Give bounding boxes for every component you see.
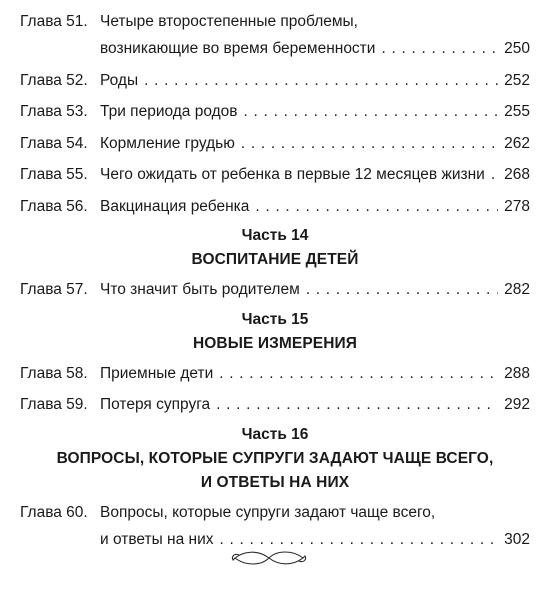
part-label: Часть 15: [241, 310, 309, 328]
chapter-title: Три периода родов: [100, 103, 238, 120]
part-heading-14: [20, 224, 530, 272]
chapter-title: Кормление грудью: [100, 134, 235, 152]
dot-leader: [241, 130, 498, 157]
chapter-number: Глава 52.: [20, 71, 88, 89]
chapter-title: Роды: [100, 71, 139, 89]
part-label: Часть 14: [241, 227, 309, 244]
chapter-title: Потеря супруга: [100, 396, 211, 413]
page-number: 282: [504, 281, 530, 298]
dot-leader: [381, 35, 498, 62]
chapter-number: Глава 58.: [20, 364, 88, 382]
toc-entry-ch57[interactable]: [20, 276, 530, 303]
part-title-line1: ВОПРОСЫ, КОТОРЫЕ СУПРУГИ ЗАДАЮТ ЧАЩЕ ВСЕГО,: [56, 449, 494, 467]
dot-leader: [244, 98, 498, 125]
part-title: ВОСПИТАНИЕ ДЕТЕЙ: [191, 251, 359, 268]
dot-leader: [255, 193, 498, 220]
page-number: 268: [504, 166, 530, 183]
page-number: 302: [504, 530, 530, 548]
part-heading-16: [20, 423, 530, 495]
page-number: 250: [504, 40, 530, 57]
chapter-number: Глава 57.: [20, 281, 88, 298]
chapter-number: Глава 55.: [20, 166, 88, 183]
chapter-number: Глава 54.: [20, 134, 88, 152]
dot-leader: [306, 276, 498, 303]
chapter-number: Глава 60.: [20, 503, 88, 521]
toc-entry-ch53[interactable]: [20, 98, 530, 125]
page-number: 252: [504, 71, 530, 89]
toc-entry-ch55[interactable]: [20, 161, 530, 188]
page-number: 255: [504, 103, 530, 120]
page-number: 288: [504, 364, 530, 382]
toc-entry-ch56[interactable]: [20, 193, 530, 220]
chapter-title: Приемные дети: [100, 364, 214, 382]
part-heading-15: [20, 308, 530, 356]
dot-leader: [219, 360, 498, 387]
chapter-title: Что значит быть родителем: [100, 281, 300, 298]
page-number: 278: [504, 197, 530, 215]
part-label: Часть 16: [241, 425, 309, 443]
toc-entry-ch58[interactable]: [20, 360, 530, 387]
toc-entry-ch52[interactable]: [20, 67, 530, 94]
page-number: 262: [504, 134, 530, 152]
chapter-title-line1: Вопросы, которые супруги задают чаще всего,: [100, 503, 436, 521]
dot-leader: [491, 161, 498, 188]
chapter-number: Глава 59.: [20, 396, 88, 413]
dot-leader: [216, 391, 498, 418]
chapter-number: Глава 56.: [20, 197, 88, 215]
toc-entry-ch54[interactable]: [20, 130, 530, 157]
toc-entry-ch59[interactable]: [20, 391, 530, 418]
flourish-ornament-icon: [229, 546, 309, 570]
chapter-title-line1: Четыре второстепенные проблемы,: [100, 13, 358, 30]
chapter-title: Чего ожидать от ребенка в первые 12 месяцев жизни: [100, 166, 485, 183]
toc-entry-ch60[interactable]: [20, 499, 530, 553]
chapter-number: Глава 51.: [20, 13, 88, 30]
table-of-contents: [20, 8, 530, 557]
chapter-title: возникающие во время беременности: [100, 40, 376, 57]
part-title: НОВЫЕ ИЗМЕРЕНИЯ: [192, 334, 357, 352]
dot-leader: [144, 67, 498, 94]
chapter-number: Глава 53.: [20, 103, 88, 120]
chapter-title: и ответы на них: [100, 530, 214, 548]
part-title-line2: И ОТВЕТЫ НА НИХ: [200, 473, 350, 491]
toc-entry-ch51[interactable]: [20, 8, 530, 62]
chapter-title: Вакцинация ребенка: [100, 197, 250, 215]
page-number: 292: [504, 396, 530, 413]
